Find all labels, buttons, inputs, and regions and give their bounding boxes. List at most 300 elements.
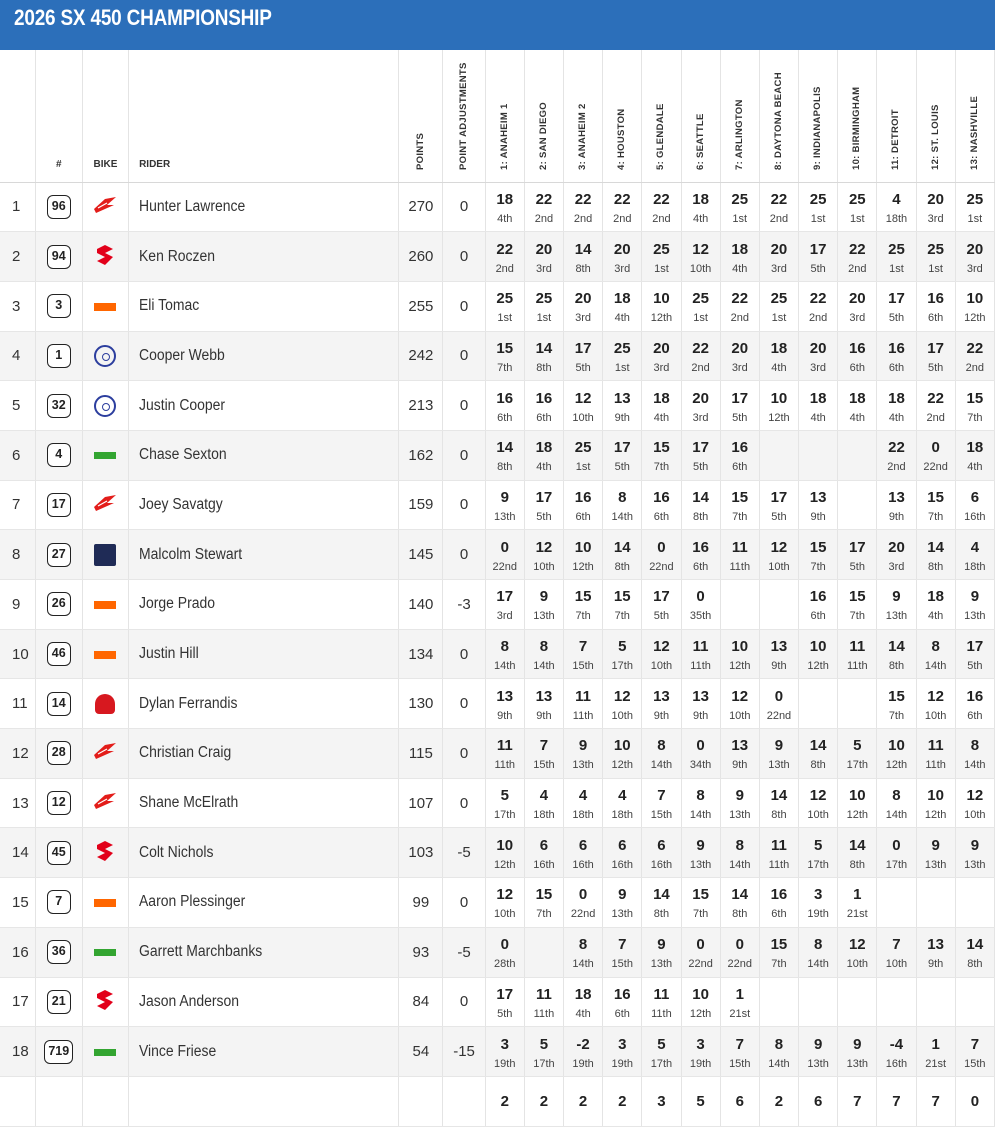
rider-position: 3 xyxy=(0,281,35,331)
round-placing: 10th xyxy=(964,809,986,822)
column-header-round-7[interactable] xyxy=(720,50,759,182)
table-row[interactable] xyxy=(0,580,995,630)
round-placing: 6th xyxy=(692,560,709,573)
round-points: 13 xyxy=(731,737,749,755)
rider-point-adjustment: -5 xyxy=(443,927,485,977)
round-points: 12 xyxy=(848,936,866,954)
round-points: 3 xyxy=(500,1035,509,1053)
honda-icon xyxy=(93,196,117,218)
rider-position: 11 xyxy=(0,679,35,729)
round-points: 8 xyxy=(618,488,627,506)
round-points: -2 xyxy=(576,1035,590,1053)
table-row[interactable] xyxy=(0,331,995,381)
round-result-cell xyxy=(524,977,563,1027)
rider-number-plate: 45 xyxy=(47,841,71,865)
round-placing: 16th xyxy=(964,510,986,523)
round-label: 11: DETROIT xyxy=(890,108,902,170)
round-points: 15 xyxy=(496,339,514,357)
rider-position: 5 xyxy=(0,381,35,431)
rider-name-cell[interactable] xyxy=(129,430,399,480)
round-result-cell xyxy=(681,1027,720,1077)
round-points: 11 xyxy=(653,985,670,1003)
rider-point-adjustment: 0 xyxy=(443,778,485,828)
round-points: 20 xyxy=(888,538,905,556)
rider-position: 6 xyxy=(0,430,35,480)
rider-name-cell[interactable] xyxy=(129,927,399,977)
round-points: 15 xyxy=(809,538,827,556)
round-result-cell xyxy=(681,629,720,679)
column-header-points[interactable] xyxy=(399,50,443,182)
round-points: 8 xyxy=(813,936,823,954)
rider-name-cell[interactable] xyxy=(129,977,399,1027)
round-result-cell xyxy=(799,381,838,431)
round-points: 10 xyxy=(770,389,788,407)
round-placing: 9th xyxy=(536,709,552,722)
round-result-cell xyxy=(524,828,563,878)
table-row[interactable] xyxy=(0,729,995,779)
round-points: 17 xyxy=(731,389,749,407)
column-header-round-2[interactable] xyxy=(524,50,563,182)
round-result-cell xyxy=(642,232,681,282)
rider-name[interactable]: Aaron Plessinger xyxy=(139,893,246,911)
rider-name-cell[interactable] xyxy=(129,729,399,779)
column-header-bike[interactable]: BIKE xyxy=(82,50,128,182)
round-result-cell xyxy=(877,828,916,878)
round-points: 25 xyxy=(692,290,709,308)
round-placing: 13th xyxy=(964,858,986,871)
round-placing: 12th xyxy=(650,312,673,325)
column-header-number[interactable]: # xyxy=(35,50,82,182)
round-placing: 4th xyxy=(497,212,513,225)
round-placing: 3rd xyxy=(653,361,670,374)
rider-number-cell xyxy=(35,927,82,977)
round-result-cell xyxy=(603,927,642,977)
round-points: 8 xyxy=(735,836,744,854)
round-result-cell xyxy=(485,480,524,530)
rider-points: 242 xyxy=(399,331,443,381)
round-result-cell xyxy=(759,1076,798,1126)
round-points: 18 xyxy=(848,389,866,407)
round-placing: 10th xyxy=(689,262,712,275)
round-points: 7 xyxy=(539,737,549,755)
rider-name-cell[interactable] xyxy=(129,580,399,630)
round-points: 3 xyxy=(696,1035,705,1053)
round-result-cell xyxy=(603,729,642,779)
round-points: 5 xyxy=(657,1035,666,1053)
round-result-cell xyxy=(524,182,563,232)
rider-points: 115 xyxy=(399,729,443,779)
round-result-cell xyxy=(642,530,681,580)
bike-cell xyxy=(82,729,128,779)
rider-name-cell[interactable] xyxy=(129,1076,399,1126)
round-result-cell xyxy=(485,281,524,331)
round-placing: 7th xyxy=(653,461,670,474)
rider-point-adjustment: 0 xyxy=(443,679,485,729)
rider-position: 14 xyxy=(0,828,35,878)
round-result-cell xyxy=(955,232,994,282)
round-result-cell xyxy=(955,530,994,580)
round-result-cell xyxy=(681,977,720,1027)
table-row[interactable] xyxy=(0,629,995,679)
round-points: 11 xyxy=(496,737,513,755)
round-placing: 8th xyxy=(497,461,513,474)
round-points: 22 xyxy=(731,290,749,308)
rider-number-cell xyxy=(35,679,82,729)
round-result-cell xyxy=(838,729,877,779)
round-result-cell xyxy=(642,580,681,630)
round-points: 16 xyxy=(731,439,749,457)
round-placing: 7th xyxy=(927,510,944,523)
round-placing: 1st xyxy=(928,262,943,275)
rider-name-cell[interactable] xyxy=(129,281,399,331)
round-result-cell xyxy=(955,281,994,331)
table-row[interactable] xyxy=(0,232,995,282)
round-placing: 13th xyxy=(729,809,751,822)
round-result-cell xyxy=(524,281,563,331)
rider-name[interactable]: Jorge Prado xyxy=(139,595,216,613)
round-placing: 10th xyxy=(807,809,829,822)
round-placing: 4th xyxy=(614,312,630,325)
round-result-cell xyxy=(955,182,994,232)
rider-number-plate: 26 xyxy=(47,592,71,616)
rider-number-plate: 94 xyxy=(47,245,71,269)
round-result-cell xyxy=(720,1076,759,1126)
table-row[interactable] xyxy=(0,1027,995,1077)
round-result-cell xyxy=(759,232,798,282)
rider-name[interactable]: Christian Craig xyxy=(139,744,232,762)
round-placing: 18th xyxy=(885,212,908,225)
rider-name[interactable]: Chase Sexton xyxy=(139,446,227,464)
round-placing: 6th xyxy=(614,1007,630,1020)
round-placing: 34th xyxy=(689,759,712,772)
rider-number-cell xyxy=(35,530,82,580)
rider-points: 134 xyxy=(399,629,443,679)
round-result-cell xyxy=(955,878,994,928)
round-points: 1 xyxy=(931,1035,940,1053)
round-points: 10 xyxy=(809,638,827,656)
round-points: 25 xyxy=(888,240,905,258)
round-points: 4 xyxy=(892,190,901,208)
rider-points: 159 xyxy=(399,480,443,530)
round-placing: 1st xyxy=(614,361,630,374)
round-points: 22 xyxy=(848,240,866,258)
column-header-round-4[interactable] xyxy=(603,50,642,182)
rider-number-cell xyxy=(35,430,82,480)
table-row[interactable] xyxy=(0,1076,995,1126)
round-placing: 1st xyxy=(693,312,708,325)
round-result-cell xyxy=(955,331,994,381)
rider-name-cell[interactable] xyxy=(129,1027,399,1077)
rider-number-plate: 36 xyxy=(47,940,71,964)
ktm-icon xyxy=(94,899,116,907)
round-points: 14 xyxy=(966,936,984,954)
rider-name-cell[interactable] xyxy=(129,679,399,729)
rider-name-cell[interactable] xyxy=(129,530,399,580)
round-result-cell xyxy=(485,381,524,431)
rider-name[interactable]: Hunter Lawrence xyxy=(139,197,246,215)
round-placing: 3rd xyxy=(692,411,709,424)
rider-number-plate: 96 xyxy=(47,195,71,219)
column-header-round-12[interactable] xyxy=(916,50,955,182)
round-points: 10 xyxy=(653,290,670,308)
round-result-cell xyxy=(916,629,955,679)
round-result-cell xyxy=(642,1076,681,1126)
round-result-cell xyxy=(485,430,524,480)
table-row[interactable] xyxy=(0,182,995,232)
table-row[interactable] xyxy=(0,480,995,530)
rider-name[interactable]: Eli Tomac xyxy=(139,297,200,315)
rider-number-plate: 12 xyxy=(47,791,71,815)
round-result-cell xyxy=(877,927,916,977)
round-result-cell xyxy=(955,430,994,480)
round-result-cell xyxy=(603,878,642,928)
yamaha-icon xyxy=(94,395,116,417)
column-header-adjustments[interactable] xyxy=(443,50,485,182)
rider-name[interactable]: Cooper Webb xyxy=(139,346,225,364)
round-result-cell xyxy=(759,530,798,580)
round-result-cell xyxy=(759,878,798,928)
column-header-round-5[interactable] xyxy=(642,50,681,182)
round-points: 25 xyxy=(927,240,944,258)
round-points: 17 xyxy=(809,240,827,258)
round-result-cell xyxy=(759,927,798,977)
suzuki-icon xyxy=(94,244,116,270)
round-points: 7 xyxy=(970,1035,980,1053)
round-placing: 2nd xyxy=(808,312,828,325)
rider-points: 84 xyxy=(399,977,443,1027)
round-points: 13 xyxy=(888,488,905,506)
round-points: 14 xyxy=(613,538,631,556)
round-result-cell xyxy=(916,1027,955,1077)
rider-name-cell[interactable] xyxy=(129,878,399,928)
table-row[interactable] xyxy=(0,927,995,977)
rider-point-adjustment: 0 xyxy=(443,182,485,232)
table-row[interactable] xyxy=(0,878,995,928)
rider-name[interactable]: Garrett Marchbanks xyxy=(139,943,263,961)
column-header-round-10[interactable] xyxy=(838,50,877,182)
bike-cell xyxy=(82,878,128,928)
rider-position: 4 xyxy=(0,331,35,381)
round-points: 22 xyxy=(692,339,709,357)
column-header-round-11[interactable] xyxy=(877,50,916,182)
rider-name[interactable]: Dylan Ferrandis xyxy=(139,694,238,712)
round-points: 1 xyxy=(853,886,862,904)
round-result-cell xyxy=(485,927,524,977)
round-points: 13 xyxy=(770,638,788,656)
round-placing: 3rd xyxy=(731,361,748,374)
round-result-cell xyxy=(603,1076,642,1126)
rider-name-cell[interactable] xyxy=(129,182,399,232)
round-points: 20 xyxy=(535,240,553,258)
rider-points: 107 xyxy=(399,778,443,828)
round-placing: 14th xyxy=(885,809,908,822)
round-result-cell xyxy=(838,480,877,530)
round-points: 0 xyxy=(931,439,940,457)
round-placing: 2nd xyxy=(652,212,671,225)
rider-name-cell[interactable] xyxy=(129,480,399,530)
round-placing: 12th xyxy=(964,312,986,325)
round-points: 18 xyxy=(496,190,514,208)
rider-name[interactable]: Colt Nichols xyxy=(139,843,214,861)
table-row[interactable] xyxy=(0,828,995,878)
rider-name[interactable]: Shane McElrath xyxy=(139,794,239,812)
round-placing: 12th xyxy=(846,809,868,822)
round-placing: 1st xyxy=(497,312,513,325)
round-placing: 12th xyxy=(494,858,516,871)
rider-name-cell[interactable] xyxy=(129,381,399,431)
table-row[interactable] xyxy=(0,679,995,729)
round-placing: 8th xyxy=(732,908,748,921)
round-points: 12 xyxy=(496,886,514,904)
table-row[interactable] xyxy=(0,977,995,1027)
rider-number-plate: 21 xyxy=(47,990,71,1014)
bike-cell xyxy=(82,679,128,729)
table-row[interactable] xyxy=(0,430,995,480)
round-label: 10: BIRMINGHAM xyxy=(851,86,863,170)
round-placing: 4th xyxy=(927,610,944,623)
table-row[interactable] xyxy=(0,281,995,331)
round-points: 3 xyxy=(813,886,823,904)
round-points: 13 xyxy=(613,389,631,407)
round-placing: 21st xyxy=(846,908,868,921)
round-placing: 13th xyxy=(846,1057,868,1070)
round-result-cell xyxy=(564,381,603,431)
rider-number-cell xyxy=(35,977,82,1027)
rider-name[interactable]: Vince Friese xyxy=(139,1042,217,1060)
round-result-cell xyxy=(681,878,720,928)
round-points: 10 xyxy=(848,787,866,805)
rider-name[interactable]: Malcolm Stewart xyxy=(139,545,243,563)
round-placing: 8th xyxy=(692,510,709,523)
round-points: 0 xyxy=(500,936,509,954)
round-result-cell xyxy=(799,828,838,878)
round-placing: 3rd xyxy=(770,262,787,275)
round-placing: 22nd xyxy=(923,461,948,474)
rider-name-cell[interactable] xyxy=(129,331,399,381)
column-header-rider[interactable]: RIDER xyxy=(129,50,399,182)
round-placing: 14th xyxy=(768,1057,790,1070)
round-result-cell xyxy=(720,232,759,282)
round-label: 12: ST. LOUIS xyxy=(929,103,941,170)
round-points: 14 xyxy=(574,240,592,258)
rider-points: 145 xyxy=(399,530,443,580)
round-label: 4: HOUSTON xyxy=(616,108,628,170)
round-result-cell xyxy=(955,381,994,431)
round-placing: 3rd xyxy=(614,262,631,275)
round-placing: 11th xyxy=(768,858,790,871)
column-header-round-8[interactable] xyxy=(759,50,798,182)
round-result-cell xyxy=(720,480,759,530)
round-points: 4 xyxy=(618,787,627,805)
round-points: 14 xyxy=(770,787,788,805)
round-result-cell xyxy=(485,729,524,779)
bike-cell xyxy=(82,1027,128,1077)
table-row[interactable] xyxy=(0,778,995,828)
round-result-cell xyxy=(799,629,838,679)
round-placing: 5th xyxy=(497,1007,513,1020)
round-placing: 19th xyxy=(494,1057,516,1070)
round-placing: 13th xyxy=(964,610,986,623)
round-result-cell xyxy=(799,580,838,630)
column-header-round-6[interactable] xyxy=(681,50,720,182)
round-placing: 15th xyxy=(611,958,633,971)
round-label: 1: ANAHEIM 1 xyxy=(498,102,510,170)
round-result-cell xyxy=(799,480,838,530)
rider-name[interactable]: Justin Hill xyxy=(139,645,199,663)
rider-position: 15 xyxy=(0,878,35,928)
honda-icon xyxy=(93,494,117,516)
round-result-cell xyxy=(485,679,524,729)
round-result-cell xyxy=(681,778,720,828)
round-points: 5 xyxy=(539,1035,549,1053)
rider-points: 270 xyxy=(399,182,443,232)
round-points: 9 xyxy=(813,1035,823,1053)
column-header-round-1[interactable] xyxy=(485,50,524,182)
round-result-cell xyxy=(564,977,603,1027)
round-result-cell xyxy=(603,530,642,580)
round-result-cell xyxy=(564,480,603,530)
round-points: 16 xyxy=(574,488,592,506)
table-row[interactable] xyxy=(0,381,995,431)
rider-name[interactable]: Ken Roczen xyxy=(139,247,216,265)
rider-name[interactable]: Justin Cooper xyxy=(139,396,226,414)
table-body xyxy=(0,182,995,1126)
round-placing: 22nd xyxy=(492,560,517,573)
round-label: 3: ANAHEIM 2 xyxy=(577,102,589,170)
round-points: 14 xyxy=(731,886,749,904)
round-placing: 16th xyxy=(533,858,555,871)
rider-name-cell[interactable] xyxy=(129,828,399,878)
round-points: 18 xyxy=(731,240,749,258)
column-header-round-9[interactable] xyxy=(799,50,838,182)
round-placing: 6th xyxy=(927,312,944,325)
round-placing: 5th xyxy=(771,510,787,523)
round-placing: 13th xyxy=(494,510,516,523)
round-points: 12 xyxy=(966,787,984,805)
suzuki-icon xyxy=(94,989,116,1015)
bike-cell xyxy=(82,430,128,480)
round-result-cell xyxy=(485,1027,524,1077)
round-points: 9 xyxy=(696,836,705,854)
round-points: 9 xyxy=(657,936,666,954)
rider-name[interactable]: Joey Savatgy xyxy=(139,495,223,513)
rider-name-cell[interactable] xyxy=(129,232,399,282)
honda-icon xyxy=(93,742,117,764)
round-result-cell xyxy=(877,232,916,282)
round-placing: 5th xyxy=(614,461,630,474)
round-result-cell xyxy=(720,182,759,232)
round-placing: 14th xyxy=(572,958,594,971)
round-result-cell xyxy=(564,878,603,928)
table-row[interactable] xyxy=(0,530,995,580)
rider-position: 1 xyxy=(0,182,35,232)
round-placing: 12th xyxy=(807,660,829,673)
round-result-cell xyxy=(916,182,955,232)
round-points: 12 xyxy=(653,638,670,656)
round-placing: 9th xyxy=(810,510,826,523)
column-header-round-3[interactable] xyxy=(564,50,603,182)
rider-name-cell[interactable] xyxy=(129,629,399,679)
rider-name-cell[interactable] xyxy=(129,778,399,828)
round-result-cell xyxy=(524,679,563,729)
rider-point-adjustment: 0 xyxy=(443,381,485,431)
round-points: 9 xyxy=(970,836,980,854)
column-header-round-13[interactable] xyxy=(955,50,994,182)
round-points: 20 xyxy=(809,339,827,357)
round-result-cell xyxy=(799,977,838,1027)
rider-name[interactable]: Jason Anderson xyxy=(139,992,240,1010)
round-result-cell xyxy=(564,679,603,729)
